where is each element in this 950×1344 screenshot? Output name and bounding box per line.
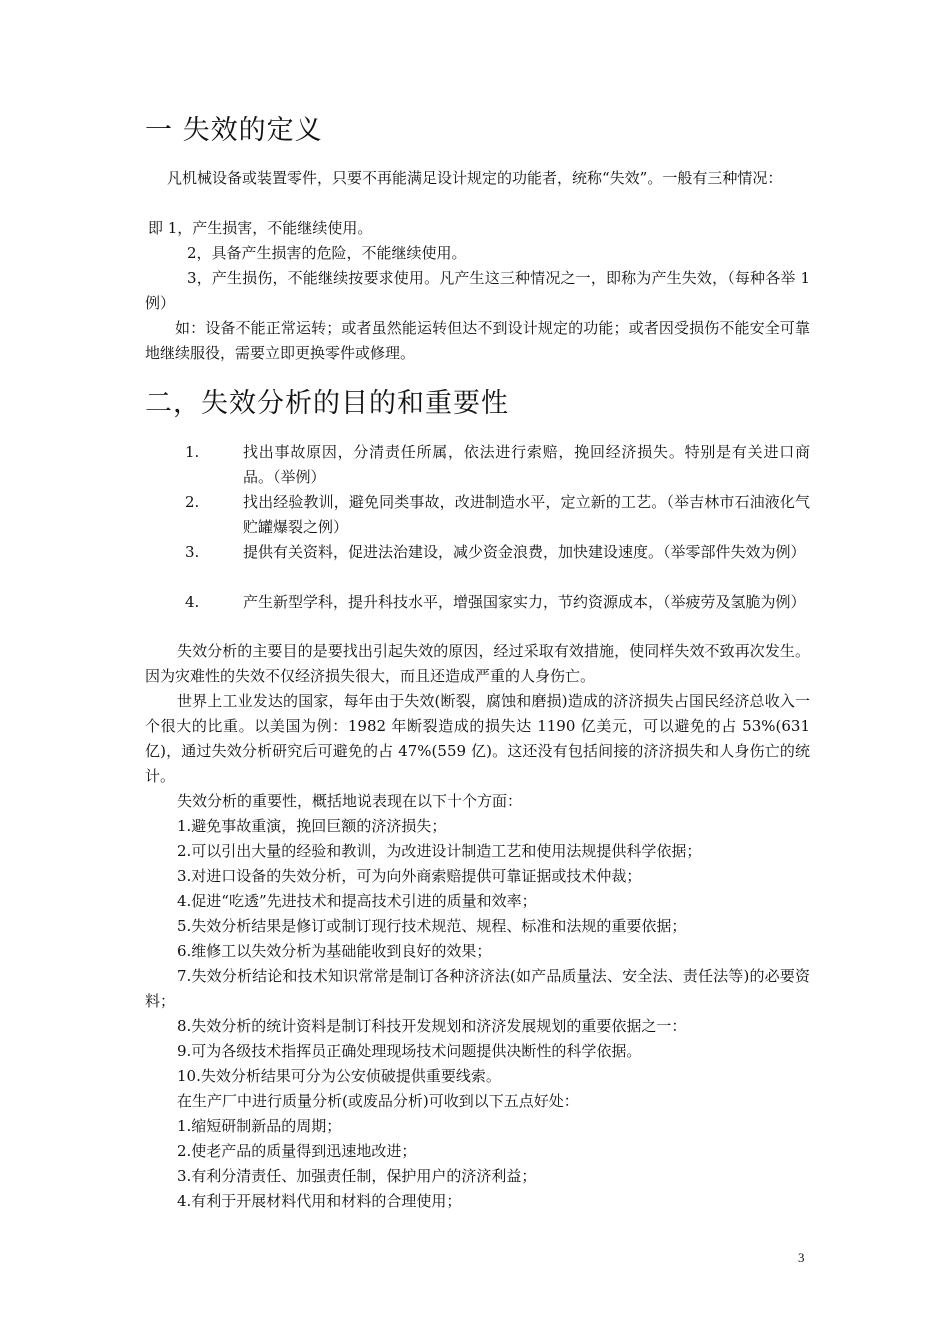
importance-item: 1.避免事故重演，挽回巨额的济济损失； <box>177 817 447 835</box>
main-purpose-paragraph: 失效分析的主要目的是要找出引起失效的原因，经过采取有效措施，使同样失效不致再次发生。因为灾难性的失效不仅经济损失很大，而且还造成严重的人身伤亡。 <box>145 642 810 685</box>
importance-item: 8.失效分析的统计资料是制订科技开发规划和济济发展规划的重要依据之一： <box>177 1017 687 1035</box>
importance-item: 4.促进“吃透”先进技术和提高技术引进的质量和效率； <box>177 892 537 910</box>
factory-benefits-intro: 在生产厂中进行质量分析(或废品分析)可收到以下五点好处： <box>177 1092 579 1110</box>
importance-item: 10.失效分析结果可分为公安侦破提供重要线索。 <box>177 1067 501 1085</box>
importance-item: 3.对进口设备的失效分析，可为向外商索赔提供可靠证据或技术仲裁； <box>177 867 642 885</box>
benefit-item: 2.使老产品的质量得到迅速地改进； <box>177 1142 417 1160</box>
failure-case-2: 2，具备产生损害的危险，不能继续使用。 <box>187 244 467 262</box>
importance-item: 6.维修工以失效分析为基础能收到良好的效果； <box>177 942 492 960</box>
failure-example: 如：设备不能正常运转；或者虽然能运转但达不到设计规定的功能；或者因受损伤不能安全可靠地继续服役，需要立即更换零件或修理。 <box>145 319 810 362</box>
section-1-title: 一 失效的定义 <box>145 115 323 146</box>
importance-intro: 失效分析的重要性，概括地说表现在以下十个方面： <box>177 792 523 810</box>
purpose-item: 提供有关资料，促进法治建设，减少资金浪费，加快建设速度。（举零部件失效为例） <box>243 543 806 561</box>
failure-case-1: 即 1，产生损害，不能继续使用。 <box>148 219 373 237</box>
importance-item: 2.可以引出大量的经验和教训，为改进设计制造工艺和使用法规提供科学依据； <box>177 842 702 860</box>
purpose-number: 1. <box>185 443 200 461</box>
page-number: 3 <box>798 1250 805 1265</box>
purpose-item: 产生新型学科，提升科技水平，增强国家实力，节约资源成本，（举疲劳及氢脆为例） <box>243 593 806 611</box>
importance-item: 5.失效分析结果是修订或制订现行技术规范、规程、标准和法规的重要依据； <box>177 917 687 935</box>
purpose-number: 3. <box>185 543 200 561</box>
industrial-loss-paragraph: 世界上工业发达的国家，每年由于失效(断裂，腐蚀和磨损)造成的济济损失占国民经济总收入一个很大的比重。以美国为例：1982 年断裂造成的损失达 1190 亿美元，可以避免的占 53%(631 亿)，通过失效分析研究后可避免的占 47%(559 亿)。这还没有包括间接的济济损失和人身伤亡的统计。 <box>145 692 810 785</box>
section-1-intro: 凡机械设备或装置零件，只要不再能满足设计规定的功能者，统称“失效”。一般有三种情况： <box>167 169 783 187</box>
section-2-title: 二，失效分析的目的和重要性 <box>145 388 509 419</box>
failure-case-3: 3，产生损伤，不能继续按要求使用。凡产生这三种情况之一，即称为产生失效，（每种各举 1 例） <box>145 269 810 312</box>
purpose-item: 找出经验教训，避免同类事故，改进制造水平，定立新的工艺。（举吉林市石油液化气贮罐爆裂之例） <box>243 493 810 536</box>
purpose-number: 4. <box>185 593 200 611</box>
purpose-number: 2. <box>185 493 200 511</box>
importance-item: 7.失效分析结论和技术知识常常是制订各种济济法(如产品质量法、安全法、责任法等)的必要资料； <box>145 967 810 1010</box>
benefit-item: 3.有利分清责任、加强责任制，保护用户的济济利益； <box>177 1167 537 1185</box>
importance-item: 9.可为各级技术指挥员正确处理现场技术问题提供决断性的科学依据。 <box>177 1042 642 1060</box>
benefit-item: 1.缩短研制新品的周期； <box>177 1117 342 1135</box>
purpose-item: 找出事故原因，分清责任所属，依法进行索赔，挽回经济损失。特别是有关进口商品。（举例） <box>243 443 810 486</box>
benefit-item: 4.有利于开展材料代用和材料的合理使用； <box>177 1192 462 1210</box>
